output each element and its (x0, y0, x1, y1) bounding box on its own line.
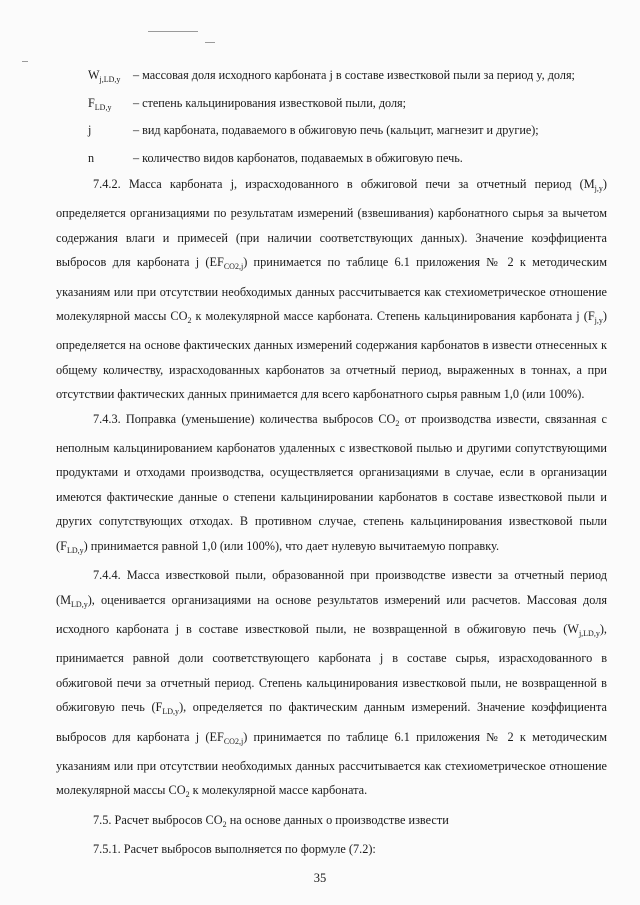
symbol (88, 96, 111, 115)
page-number: 35 (313, 871, 327, 885)
definition-text: – количество видов карбонатов, подаваемых в обжиговую печь. (133, 150, 463, 165)
symbol-subscript: j,LD,y (99, 75, 121, 84)
symbol-subscript: LD,y (94, 102, 112, 112)
definition-text: – степень кальцинирования известковой пыли, доля; (133, 95, 407, 110)
symbol-base: F (88, 95, 95, 110)
definition-row (88, 96, 608, 124)
paragraph-7-4-3: 7.4.3. Поправка (уменьшение) количества выбросов $CO_2$ от производства извести, связанная с неполным кальцинированием карбонатов удаленных с известковой пылью и другими сопутствующими продуктами и отходами производства, осуществляется организациями в случае, если в организации имеются фактические данные о степени кальцинировании карбонатов в составе известковой пыли и других сопутствующих отходах. В противном случае, степень кальцинирования известковой пыли $(F_{LD,y})$ принимается равной 1,0 (или 100%), что дает нулевую вычитаемую поправку. (56, 411, 607, 555)
definition-row (88, 123, 608, 151)
definition-row (88, 68, 608, 96)
definition-text: – вид карбоната, подаваемого в обжиговую печь (кальцит, магнезит и другие); (133, 123, 539, 137)
scan-artifact (205, 42, 215, 43)
definition-text: – массовая доля исходного карбоната j в составе известковой пыли за период y, доля; (133, 68, 575, 82)
symbol-base: j (88, 123, 92, 137)
symbol-base: n (88, 150, 95, 165)
symbol (88, 123, 91, 142)
symbol-definitions (88, 68, 608, 178)
symbol (88, 151, 94, 170)
paragraph-7-4-2: 7.4.2. Масса карбоната j, израсходованного в обжиговой печи за отчетный период $(M_{j,y})$ определяется организациями по результатам измерений (взвешивания) карбонатного сырья за вычетом содержания влаги и примесей (при наличии соответствующих данных). Значение коэффициента выбросов для карбоната j $(EF_{CO2,j})$ принимается по таблице 6.1 приложения № 2 к методическим указаниям или при отсутствии необходимых данных рассчитывается как стехиометрическое отношение молекулярной массы $CO_2$ к молекулярной массе карбоната. Степень кальцинирования карбоната j $(F_{j,y})$ определяется на основе фактических данных измерений содержания карбонатов в извести отнесенных к общему количеству, израсходованных карбонатов за отчетный период, выраженных в тоннах, а при отсутствии фактических данных принимается для всего карбонатного сырья равным 1,0 (или 100%). (56, 177, 607, 402)
body-text (56, 172, 607, 862)
paragraph-7-5-1: 7.5.1. Расчет выбросов выполняется по формуле (7.2): (93, 842, 376, 857)
section-heading-7-5: 7.5. Расчет выбросов $CO_2$ на основе данных о производстве извести (93, 812, 449, 829)
scan-artifact (148, 31, 198, 32)
scan-artifact (22, 61, 28, 62)
symbol-base: W (88, 68, 100, 82)
paragraph-7-4-4: 7.4.4. Масса известковой пыли, образованной при производстве извести за отчетный период $(M_{LD,y})$, оценивается организациями на основе результатов измерений или расчетов. Массовая доля исходного карбоната j в составе известковой пыли, не возвращенной в обжиговую печь $(W_{j,LD,y})$, принимается равной доли соответствующего карбоната j в составе сырья, израсходованного в обжиговой печи за отчетный период. Степень кальцинирования известковой пыли, не возвращенной в обжиговую печь $(F_{LD,y})$, определяется по фактическим данным измерений. Значение коэффициента выбросов для карбоната j $(EF_{CO2,j})$ принимается по таблице 6.1 приложения № 2 к методическим указаниям или при отсутствии необходимых данных рассчитывается как стехиометрическое отношение молекулярной массы $CO_2$ к молекулярной массе карбоната. (56, 568, 607, 800)
symbol (88, 68, 120, 87)
